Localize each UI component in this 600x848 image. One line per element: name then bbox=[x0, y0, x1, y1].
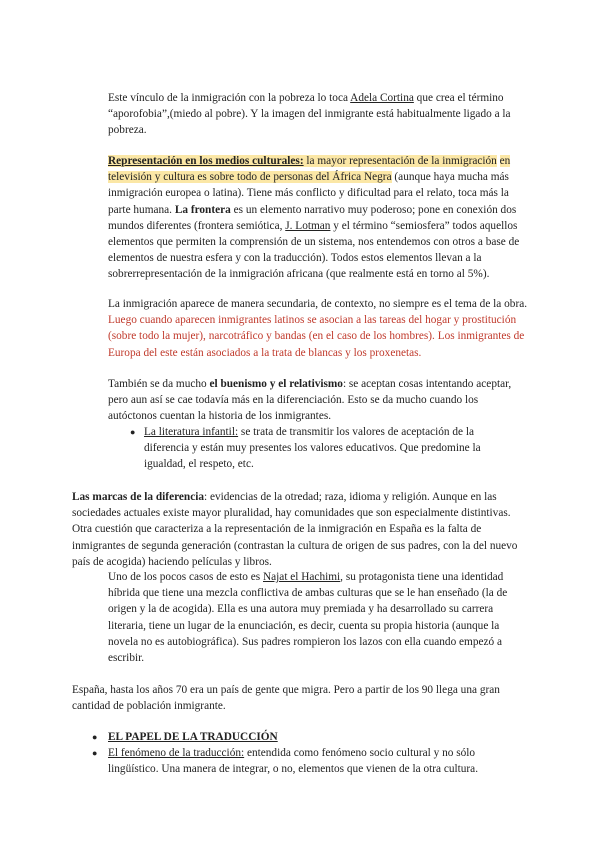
text: : se aceptan cosas intentando aceptar, pero aun así se cae todavía más en la diferenciación. Esto se da mucho cuando los autóctonos cuentan la historia de los inmigrantes. bbox=[108, 378, 512, 423]
paragraph-espana: España, hasta los años 70 era un país de gente que migra. Pero a partir de los 90 llega una gran cantidad de población inmigrante. bbox=[72, 684, 500, 713]
text: es un elemento narrativo muy poderoso; pone en conexión dos mundos diferentes (frontera semiótica, bbox=[108, 203, 517, 232]
bullet-icon: ● bbox=[130, 427, 136, 437]
red-text: Luego cuando aparecen inmigrantes latinos se asocian a las tareas del hogar y prostitución (sobre todo la mujer), narcotráfico y bandas (en el caso de los hombres). Los inmigrantes de Europa del este están asociados a la trata de blancas y los proxenetas. bbox=[108, 314, 525, 359]
paragraph-marcas-diferencia bbox=[72, 489, 524, 570]
author-name: Adela Cortina bbox=[350, 92, 414, 104]
paragraph-representacion bbox=[108, 153, 532, 283]
text: y el término “semiosfera” todos aquellos elementos que permiten la comprensión de un sistema, nos entendemos con otros a base de elementos de nuestra esfera y con la traducción). Todos estos elementos llevan a la sobrerrepresentación de la inmigración africana (que realmente está en torno al 5%). bbox=[108, 219, 520, 281]
text: Este vínculo de la inmigración con la pobreza lo toca bbox=[108, 92, 351, 104]
paragraph-najat bbox=[108, 569, 528, 666]
text: , su protagonista tiene una identidad híbrida que tiene una mezcla conflictiva de ambas culturas que se le han enseñado (la de origen y la de acogida). Ella es una autora muy premiada y ha desarrollado su carrera literaria, tiene un lugar de la enunciación, es decir, cuenta su propia historia (aunque la novela no es autobiográfica). Sus padres rompieron los lazos con ella cuando empezó a escribir. bbox=[108, 571, 508, 665]
paragraph-cortina bbox=[108, 90, 528, 139]
bullet-label: La literatura infantil: bbox=[144, 426, 239, 438]
section-heading: Representación en los medios culturales: bbox=[108, 155, 304, 167]
bullet-icon: ● bbox=[92, 732, 98, 742]
section-heading: Las marcas de la diferencia bbox=[72, 491, 204, 503]
text: : evidencias de la otredad; raza, idioma y religión. Aunque en las sociedades actuales existe mayor pluralidad, hay comunidades que son especialmente distintivas. Otra cuestión que caracteriza a la representación de la inmigración en España es la falta de inmigrantes de segunda generación (contrastan la cultura de origen de sus padres, con la del nuevo país de acogida) haciendo películas y libros. bbox=[72, 491, 518, 568]
text: entendida como fenómeno socio cultural y no sólo lingüístico. Una manera de integrar, o no, elementos que vienen de la otra cultura. bbox=[108, 747, 479, 776]
bullet-fenomeno-traduccion bbox=[108, 745, 518, 777]
author-name: J. Lotman bbox=[285, 219, 331, 232]
bold-term: La frontera bbox=[174, 203, 231, 216]
bold-term: el buenismo y el relativismo bbox=[209, 378, 343, 390]
highlighted-text: en televisión y cultura es sobre todo de personas del África Negra bbox=[108, 155, 511, 184]
author-name: Najat el Hachimi bbox=[263, 571, 341, 583]
bullet-icon: ● bbox=[92, 748, 98, 758]
text: que crea el término “aporofobia”,(miedo al pobre). Y la imagen del inmigrante está habitualmente ligado a la pobreza. bbox=[108, 92, 511, 137]
paragraph-buenismo bbox=[108, 376, 526, 425]
paragraph-secundaria bbox=[108, 296, 532, 361]
heading-papel-traduccion: EL PAPEL DE LA TRADUCCIÓN bbox=[108, 731, 278, 743]
highlighted-text: la mayor representación de la inmigración bbox=[303, 155, 497, 167]
text: La inmigración aparece de manera secundaria, de contexto, no siempre es el tema de la obra. bbox=[108, 298, 528, 310]
bullet-literatura-infantil bbox=[144, 424, 514, 473]
text: se trata de transmitir los valores de aceptación de la diferencia y están muy presentes los valores educativos. Que predomine la igualdad, el respeto, etc. bbox=[144, 426, 481, 471]
bullet-label: El fenómeno de la traducción: bbox=[108, 747, 245, 759]
text: (aunque haya mucha más inmigración europea o latina). Tiene más conflicto y dificultad para el relato, toca más la parte humana. bbox=[108, 171, 509, 216]
text: También se da mucho bbox=[108, 378, 210, 390]
text: Uno de los pocos casos de esto es bbox=[108, 571, 263, 583]
